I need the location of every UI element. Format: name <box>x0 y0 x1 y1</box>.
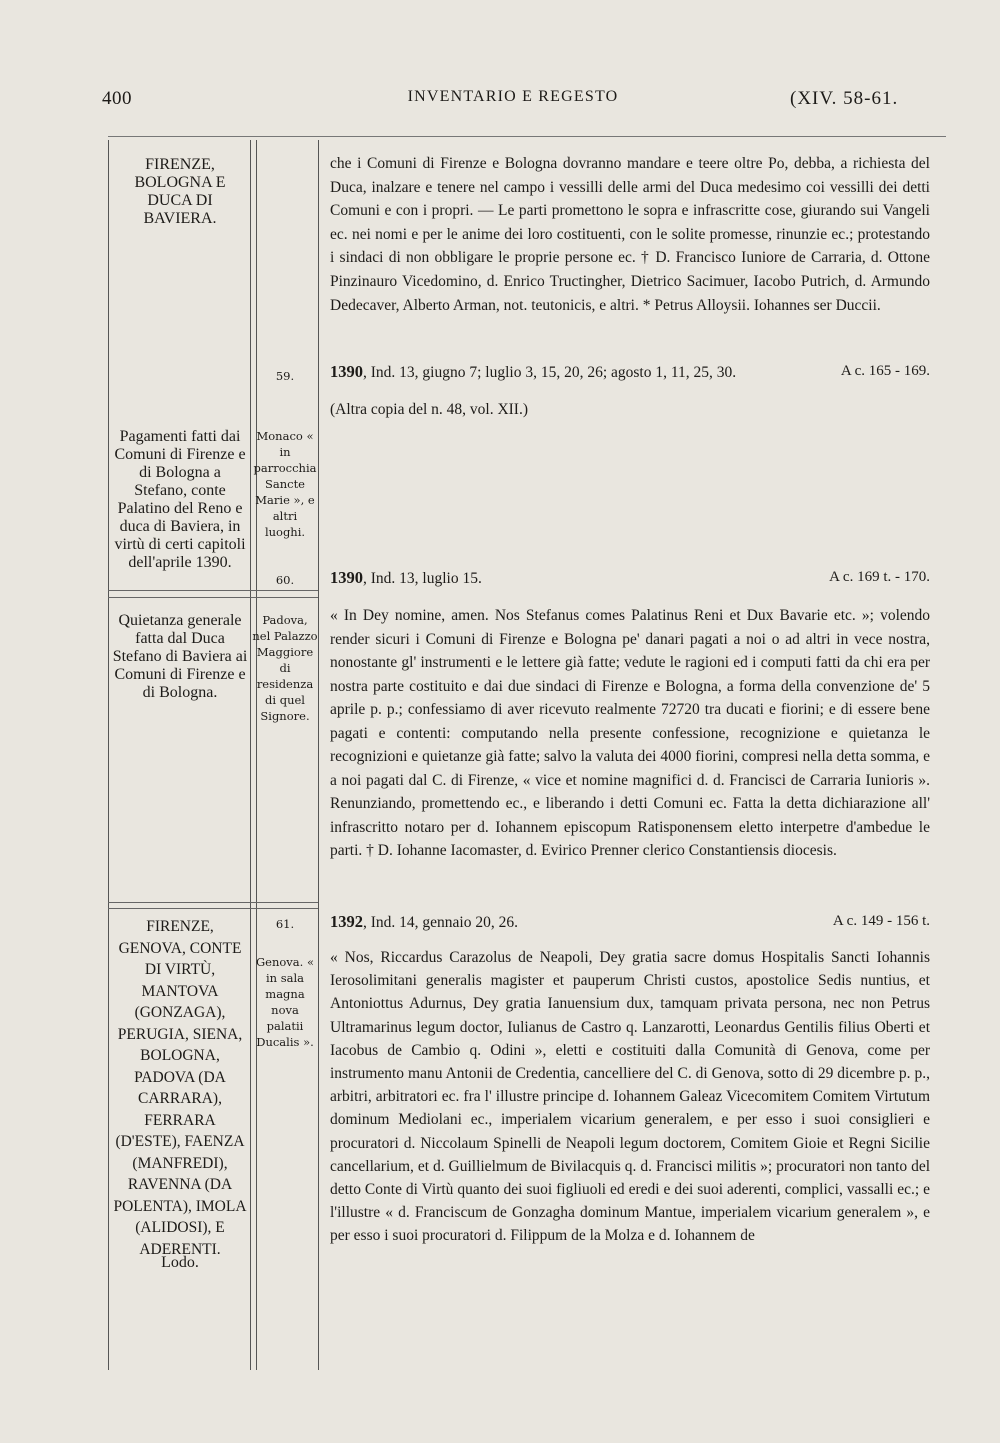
column-rule-left <box>108 140 109 1370</box>
row-separator <box>108 597 318 598</box>
archive-reference: A c. 165 - 169. <box>840 363 930 379</box>
entry-note: (Altra copia del n. 48, vol. XII.) <box>330 401 528 418</box>
continuation-paragraph <box>330 152 930 317</box>
column-rule-middle-2 <box>256 140 257 1370</box>
parties-heading: FIRENZE, BOLOGNA E DUCA DI BAVIERA. <box>134 156 226 227</box>
summary-59: Pagamenti fatti dai Comuni di Firenze e di Bologna a Stefano, conte Palatino del Reno e duca di Baviera, in virtù di certi capitoli dell'aprile 1390. <box>114 428 246 571</box>
continuation-text: che i Comuni di Firenze e Bologna dovranno mandare e teere oltre Po, debba, a richiesta del Duca, inalzare e tenere nel campo i vessilli delle armi del Duca medesimo coi vessilli dei detti Comuni e con i propri. — Le parti promettono le sopra e infrascritte cose, giurando sui Vangeli ec. nei nomi e per le anime dei loro costituenti, con le solite promesse, rinunzie ec.; protestando i sindaci di non obbligare le proprie persone ec. † D. Francisco Iuniore de Carraria, d. Ottone Pinzinauro Vicedomino, d. Enrico Tructingher, Dietrico Sacimuer, Iacobo Putrich, d. Armundo Dedecaver, Alberto Arman, not. teutonicis, e altri. * Petrus Alloysii. Iohannes ser Duccii. <box>330 155 930 314</box>
entry-year: 1390 <box>330 568 363 587</box>
archive-reference: A c. 149 - 156 t. <box>832 913 930 929</box>
header-rule <box>108 136 946 137</box>
row-separator <box>108 902 318 903</box>
entry-text: « In Dey nomine, amen. Nos Stefanus comes Palatinus Reni et Dux Bavarie etc. »; volendo render sicuri i Comuni di Firenze e Bologna pe' danari pagati a noi o ad altri in vece nostra, nonostante gl' instrumenti e le lettere già fatte; vedute le ragioni ed i computi fatti da chi era per nostra parte costituito e dai due sindaci di Firenze e Bologna, a forma della convenzione de' 5 aprile p. p.; confessiamo di aver ricevuto realmente 72720 tra ducati e fiorini; e di essere bene pagati e contenti: computando nella presente confessione, recognizione e quietanza le recognizioni e quietanze già fatte; salvo la valuta dei 4000 fiorini, compresi nella detta somma, e a noi pagati dal C. di Firenze, « vice et nomine magnifici d. d. Francisci de Carraria Iunioris ». Renunziando, promettendo ec., e liberando i detti Comuni ec. Fatta la detta dichiarazione all' infrascritto notaro per d. Iohannem episcopum Ratisponensem eletto interpetre d'ambedue le parti. † D. Iohanne Iacomaster, d. Evirico Prenner clerico Constantiensis diocesis. <box>330 607 930 859</box>
archive-reference: A c. 169 t. - 170. <box>829 569 930 585</box>
entry-number: 61. <box>275 917 295 931</box>
entry-date: , Ind. 13, giugno 7; luglio 3, 15, 20, 26; agosto 1, 11, 25, 30. <box>363 364 737 381</box>
entry-date: , Ind. 13, luglio 15. <box>363 570 482 587</box>
summary-60: Quietanza generale fatta dal Duca Stefano di Baviera ai Comuni di Firenze e di Bologna. <box>112 612 248 701</box>
parties-heading: FIRENZE, GENOVA, CONTE DI VIRTÙ, MANTOVA (GONZAGA), PERUGIA, SIENA, BOLOGNA, PADOVA (DA CARRARA), FERRARA (D'ESTE), FAENZA (MANFREDI), RAVENNA (DA POLENTA), IMOLA (ALIDOSI), E ADERENTI. <box>113 918 247 1258</box>
column-rule-middle-1 <box>250 140 251 1370</box>
entry-61 <box>330 910 930 1248</box>
row-separator <box>108 590 318 591</box>
place-59: Monaco « in parrocchia Sancte Marie », e altri luoghi. <box>253 429 317 539</box>
entry-text: « Nos, Riccardus Carazolus de Neapoli, Dey gratia sacre domus Hospitalis Sancti Iohannis Ierosolimitani generalis magister et pauperum Christi custos, apostolice Sedis nuntius, et Antoniottus Adurnus, Dey gratia Ianuensium dux, tamquam privata persona, nec non Petrus Ultramarinus legum doctor, Iulianus de Castro q. Lanzarotti, Leonardus Gentilis filius Oberti et Iacobus de Cambio q. Odini », eletti e costituiti dalla Comunità di Genova, come per instrumento manu Antonii de Credentia, cancelliere del C. di Genova, sotto di 29 dicembre p. p., arbitri, arbitratori ec. fra l' illustre principe d. Iohannem Galeaz Vicecomitem Comitem Virtutum dominum Mediolani ec., imperialem vicarium generalem, e per esso i suoi consiglieri e procuratori d. Niccolaum Spinelli de Neapoli legum doctorem, Comitem Gioie et Regni Sicilie cancellarium, et d. Guillielmum de Bivilacquis q. d. Francisci militis »; procuratori non tanto del detto Conte di Virtù quanto dei suoi figliuoli ed eredi e dei suoi aderenti, complici, vassalli ec.; e l'illustre « d. Franciscum de Gonzagha dominum Mantue, imperialem vicarium generalem », e per esso i suoi procuratori d. Filippum de la Molza e d. Iohannem de <box>330 949 930 1245</box>
column-rule-right <box>318 140 319 1370</box>
row-separator <box>108 908 318 909</box>
entry-year: 1392 <box>330 912 363 931</box>
running-title: INVENTARIO E REGESTO <box>407 88 619 105</box>
place-61: Genova. « in sala magna nova palatii Ducalis ». <box>255 955 315 1049</box>
place-60: Padova, nel Palazzo Maggiore di residenza di quel Signore. <box>252 613 318 723</box>
entry-year: 1390 <box>330 362 363 381</box>
entry-number: 60. <box>275 573 295 587</box>
entry-date: , Ind. 14, gennaio 20, 26. <box>363 914 518 931</box>
section-reference: (XIV. 58-61. <box>790 88 899 109</box>
caption-61: Lodo. <box>161 1254 199 1271</box>
entry-59 <box>330 360 930 421</box>
entry-60 <box>330 566 930 863</box>
entry-number: 59. <box>275 369 295 383</box>
page-number: 400 <box>102 88 132 109</box>
